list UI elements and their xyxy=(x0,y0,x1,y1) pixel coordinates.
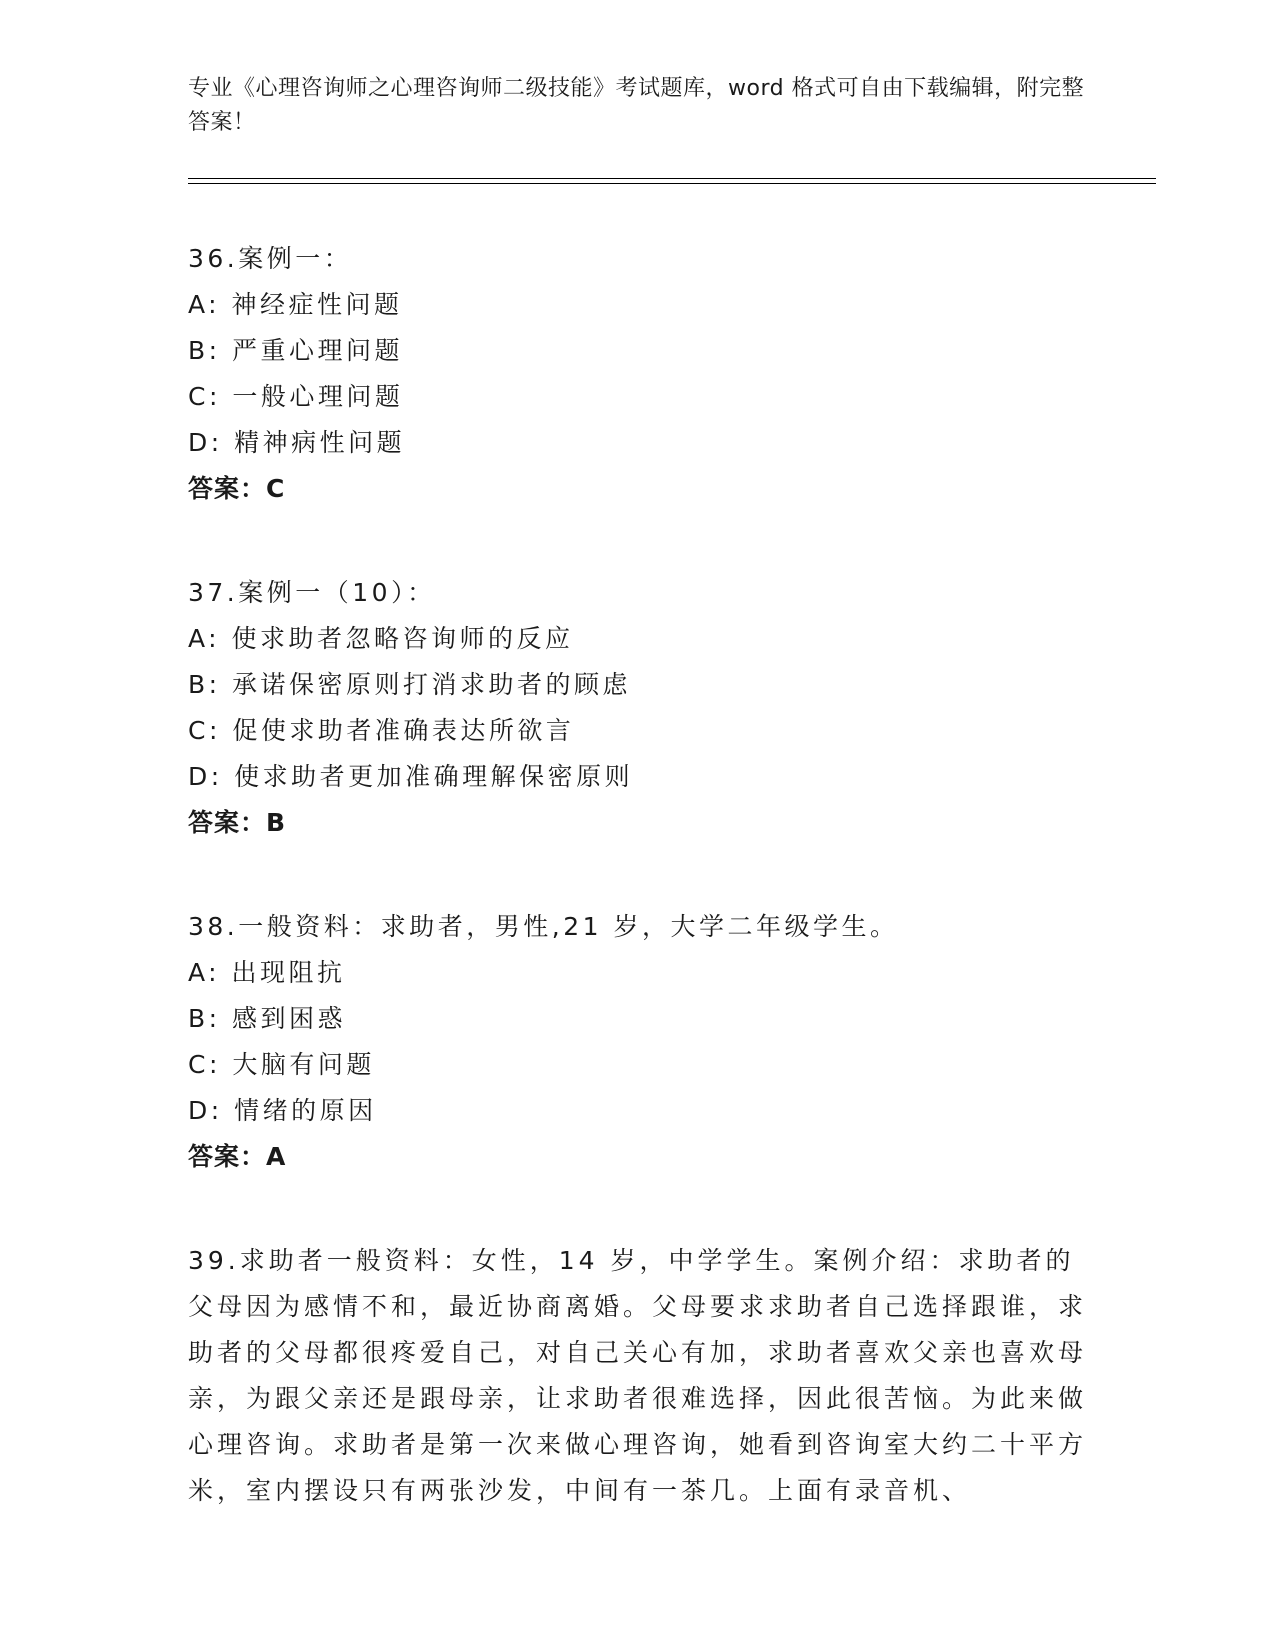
option-text: 感到困惑 xyxy=(232,1004,347,1033)
option-key: C: xyxy=(188,716,221,745)
option-key: D: xyxy=(188,428,223,457)
option-text: 情绪的原因 xyxy=(234,1096,377,1125)
option-a xyxy=(188,616,1088,662)
option-text: 大脑有问题 xyxy=(232,1050,375,1079)
option-text: 使求助者更加准确理解保密原则 xyxy=(234,762,634,791)
question-list xyxy=(188,236,1088,1572)
question-number: 37. xyxy=(188,578,239,607)
option-text: 促使求助者准确表达所欲言 xyxy=(232,716,575,745)
question-stem xyxy=(188,904,1088,950)
answer-line xyxy=(188,466,1088,512)
option-b xyxy=(188,996,1088,1042)
option-text: 使求助者忽略咨询师的反应 xyxy=(231,624,574,653)
option-text: 严重心理问题 xyxy=(232,336,404,365)
question-39 xyxy=(188,1238,1088,1514)
answer-label: 答案： xyxy=(188,808,267,837)
answer-value: A xyxy=(266,1142,287,1171)
option-c xyxy=(188,374,1088,420)
option-key: A: xyxy=(188,958,221,987)
option-a xyxy=(188,282,1088,328)
header-rule-top xyxy=(188,178,1156,179)
answer-label: 答案： xyxy=(188,1142,267,1171)
document-header: 专业《心理咨询师之心理咨询师二级技能》考试题库，word 格式可自由下载编辑，附完整答案！ xyxy=(188,76,1085,135)
question-stem xyxy=(188,570,1088,616)
option-d xyxy=(188,420,1088,466)
option-c xyxy=(188,708,1088,754)
option-key: D: xyxy=(188,762,223,791)
option-text: 一般心理问题 xyxy=(232,382,404,411)
option-key: A: xyxy=(188,624,221,653)
question-text: 一般资料：求助者，男性,21 岁，大学二年级学生。 xyxy=(238,912,899,941)
question-number: 38. xyxy=(188,912,239,941)
answer-line xyxy=(188,800,1088,846)
question-stem xyxy=(188,236,1088,282)
option-text: 承诺保密原则打消求助者的顾虑 xyxy=(232,670,632,699)
answer-value: B xyxy=(266,808,287,837)
option-key: B: xyxy=(188,670,221,699)
header-rule-bottom xyxy=(188,183,1156,184)
option-key: C: xyxy=(188,1050,221,1079)
option-b xyxy=(188,328,1088,374)
option-key: A: xyxy=(188,290,221,319)
answer-value: C xyxy=(266,474,286,503)
option-text: 出现阻抗 xyxy=(231,958,346,987)
question-number: 36. xyxy=(188,244,239,273)
question-text: 案例一： xyxy=(238,244,353,273)
question-stem xyxy=(188,1238,1088,1514)
option-b xyxy=(188,662,1088,708)
option-key: B: xyxy=(188,336,221,365)
option-text: 精神病性问题 xyxy=(234,428,406,457)
question-number: 39. xyxy=(188,1246,240,1275)
option-d xyxy=(188,1088,1088,1134)
option-a xyxy=(188,950,1088,996)
question-37 xyxy=(188,570,1088,846)
question-text: 求助者一般资料：女性，14 岁，中学学生。案例介绍：求助者的父母因为感情不和，最近协商离婚。父母要求求助者自己选择跟谁，求助者的父母都很疼爱自己，对自己关心有加，求助者喜欢父亲也喜欢母亲，为跟父亲还是跟母亲，让求助者很难选择，因此很苦恼。为此来做心理咨询。求助者是第一次来做心理咨询，她看到咨询室大约二十平方米，室内摆设只有两张沙发，中间有一茶几。上面有录音机、 xyxy=(188,1246,1088,1505)
option-d xyxy=(188,754,1088,800)
option-key: C: xyxy=(188,382,221,411)
question-38 xyxy=(188,904,1088,1180)
question-36 xyxy=(188,236,1088,512)
option-key: D: xyxy=(188,1096,223,1125)
option-text: 神经症性问题 xyxy=(231,290,403,319)
option-key: B: xyxy=(188,1004,221,1033)
answer-line xyxy=(188,1134,1088,1180)
answer-label: 答案： xyxy=(188,474,267,503)
question-text: 案例一（10）： xyxy=(238,578,436,607)
option-c xyxy=(188,1042,1088,1088)
